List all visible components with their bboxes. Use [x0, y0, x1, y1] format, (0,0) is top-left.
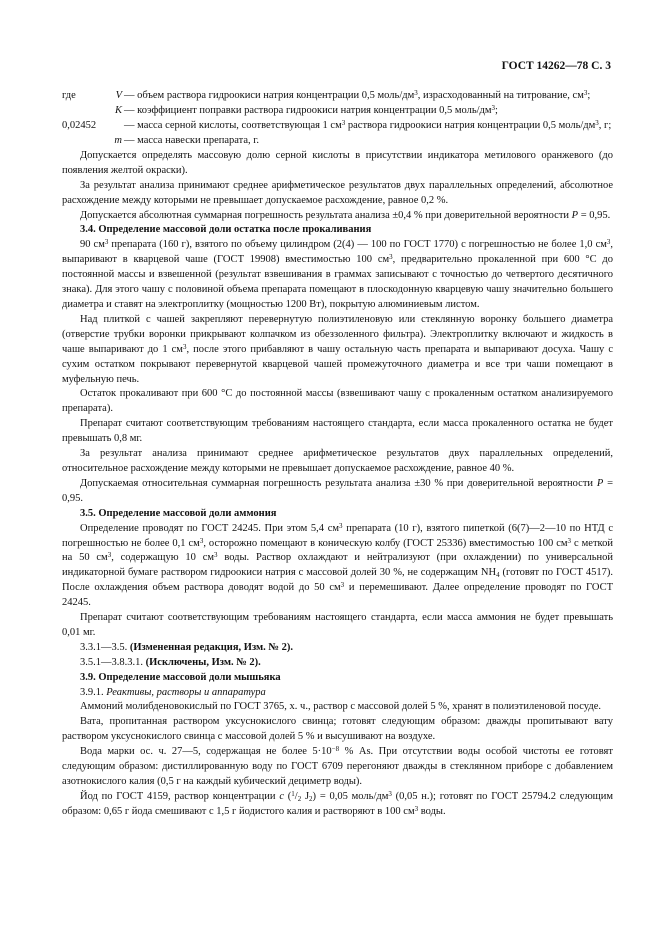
paragraph: Допускается определять массовую долю серной кислоты в присутствии индикатора метилового оранжевого (до появления желтой окраски).	[62, 149, 613, 176]
definition-text: — объем раствора гидроокиси натрия концентрации 0,5 моль/$дм^3$, израсходованный на титрование, $см^3$;	[124, 89, 591, 102]
paragraph: Препарат считают соответствующим требованиям настоящего стандарта, если масса прокаленного остатка не будет превышать 0,8 мг.	[62, 418, 613, 445]
body-text	[62, 149, 613, 820]
paragraph: Определение проводят по ГОСТ 24245. При этом 5,4 $см^3$ препарата (10 г), взятого пипеткой (6(7)—2—10 по НТД с погрешностью не более 0,1 $см^3$, осторожно помещают в коническую колбу (ГОСТ 25336) вместимостью 100 $см^3$ с меткой на 50 $см^3$, содержащую 10 $см^3$ воды. Раствор охлаждают и нейтрализуют (при охлаждении) по универсальной индикаторной бумаге раствором гидроокиси натрия с массовой долей 30 %, не содержащим $NH_4$ (готовят по ГОСТ 4517). После охлаждения объем раствора доводят водой до 50 $см^3$ и перемешивают. Далее определение проводят по ГОСТ 24245.	[62, 521, 614, 609]
definition-lead: 0,02452	[62, 120, 97, 132]
paragraph: 3.9.1. Реактивы, растворы и аппаратура	[80, 686, 266, 698]
paragraph: За результат анализа принимают среднее арифметическое результатов двух параллельных определений, абсолютное расхождение между которыми не превышает допускаемое расхождение, равное 0,2 %.	[62, 179, 613, 206]
paragraph: Йод по ГОСТ 4159, раствор концентрации c ($^1/_2$ $J_2) = 0,05$ моль/$дм^3$ (0,05 н.); готовят по ГОСТ 25794.2 следующим образом: 0,65 г йода смешивают с 1,5 г йодистого калия и растворяют в 100 $см^3$ воды.	[62, 789, 614, 817]
definition-text: — коэффициент поправки раствора гидроокиси натрия концентрации 0,5 моль/$дм^3$;	[124, 104, 498, 117]
page-header: ГОСТ 14262—78 С. 3	[501, 60, 611, 72]
definition-row	[62, 89, 613, 104]
definition-lead	[62, 104, 92, 119]
definition-row	[62, 119, 613, 134]
definition-lead: где	[62, 90, 76, 102]
paragraph: Аммоний молибденовокислый по ГОСТ 3765, х. ч., раствор с массовой долей 5 %, хранят в полиэтиленовой посуде.	[80, 701, 602, 713]
definition-text: — масса серной кислоты, соответствующая 1 $см^3$ раствора гидроокиси натрия концентрации 0,5 моль/$дм^3$, г;	[124, 119, 612, 132]
paragraph: Препарат считают соответствующим требованиям настоящего стандарта, если масса аммония не будет превышать 0,01 мг.	[62, 612, 613, 638]
section-heading: 3.5. Определение массовой доли аммония	[80, 507, 277, 519]
definition-text: — масса навески препарата, г.	[124, 135, 260, 147]
paragraph: Вода марки ос. ч. 27—5, содержащая не более $5\cdot 10^{-8}$ % As. При отсутствии воды особой чистоты ее готовят следующим образом: дистиллированную воду по ГОСТ 6709 перегоняют дважды в стеклянном приборе с добавлением азотнокислого калия (0,5 г на каждый кубический дециметр воды).	[62, 745, 613, 788]
definition-row	[62, 104, 613, 119]
definition-lead	[62, 134, 92, 149]
paragraph: За результат анализа принимают среднее арифметическое результатов двух параллельных определений, относительное расхождение между которыми не превышает допускаемое расхождение, равное 40 %.	[62, 448, 613, 474]
paragraph: Вата, пропитанная раствором уксуснокислого свинца; готовят следующим образом: дважды пропитывают вату раствором уксуснокислого свинца с массовой долей 5 % и высушивают на воздухе.	[62, 716, 613, 743]
paragraph: Остаток прокаливают при 600 °С до постоянной массы (взвешивают чашу с прокаленным остатком анализируемого препарата).	[62, 388, 613, 415]
paragraph: 3.3.1—3.5. (Измененная редакция, Изм. № 2).	[80, 641, 293, 653]
definition-row	[62, 134, 613, 149]
paragraph: 90 $см^3$ препарата (160 г), взятого по объему цилиндром (2(4) — 100 по ГОСТ 1770) с погрешностью не более 1,0 $см^3$, выпаривают в кварцевой чаше (ГОСТ 19908) вместимостью 100 $см^3$, предварительно прокаленной при 600 °С до постоянной массы и взвешенной (результат взвешивания в граммах записывают с точностью до четвертого десятичного знака). Для этого чашу с половиной объема препарата помещают в плоскодонную кварцевую чашу значительно большего диаметра и ставят на электроплитку (мощностью 1200 Вт), покрытую алюминиевым листом.	[62, 238, 613, 311]
definition-symbol: V	[115, 90, 122, 102]
paragraph: Допускается абсолютная суммарная погрешность результата анализа ±0,4 % при доверительной вероятности P = 0,95.	[80, 209, 611, 221]
paragraph: 3.5.1—3.8.3.1. (Исключены, Изм. № 2).	[80, 656, 261, 668]
definition-symbol: m	[114, 135, 122, 147]
variable-definitions	[62, 89, 613, 149]
section-heading: 3.4. Определение массовой доли остатка после прокаливания	[80, 224, 372, 236]
definition-symbol: K	[114, 105, 122, 117]
section-heading: 3.9. Определение массовой доли мышьяка	[80, 671, 281, 683]
paragraph: Допускаемая относительная суммарная погрешность результата анализа ±30 % при доверительной вероятности P = 0,95.	[62, 477, 613, 504]
paragraph: Над плиткой с чашей закрепляют перевернутую полиэтиленовую или стеклянную воронку большего диаметра (отверстие трубки воронки прикрывают колпачком из обеззоленного фильтра). Электроплитку включают и жидкость в чаше выпаривают до 1 $см^3$, после этого прибавляют в чашу остальную часть препарата и выпаривают досуха. Чашу с сухим остатком покрывают перевернутой кварцевой чашей промежуточного диаметра и все три чаши помещают в муфельную печь.	[62, 313, 613, 385]
